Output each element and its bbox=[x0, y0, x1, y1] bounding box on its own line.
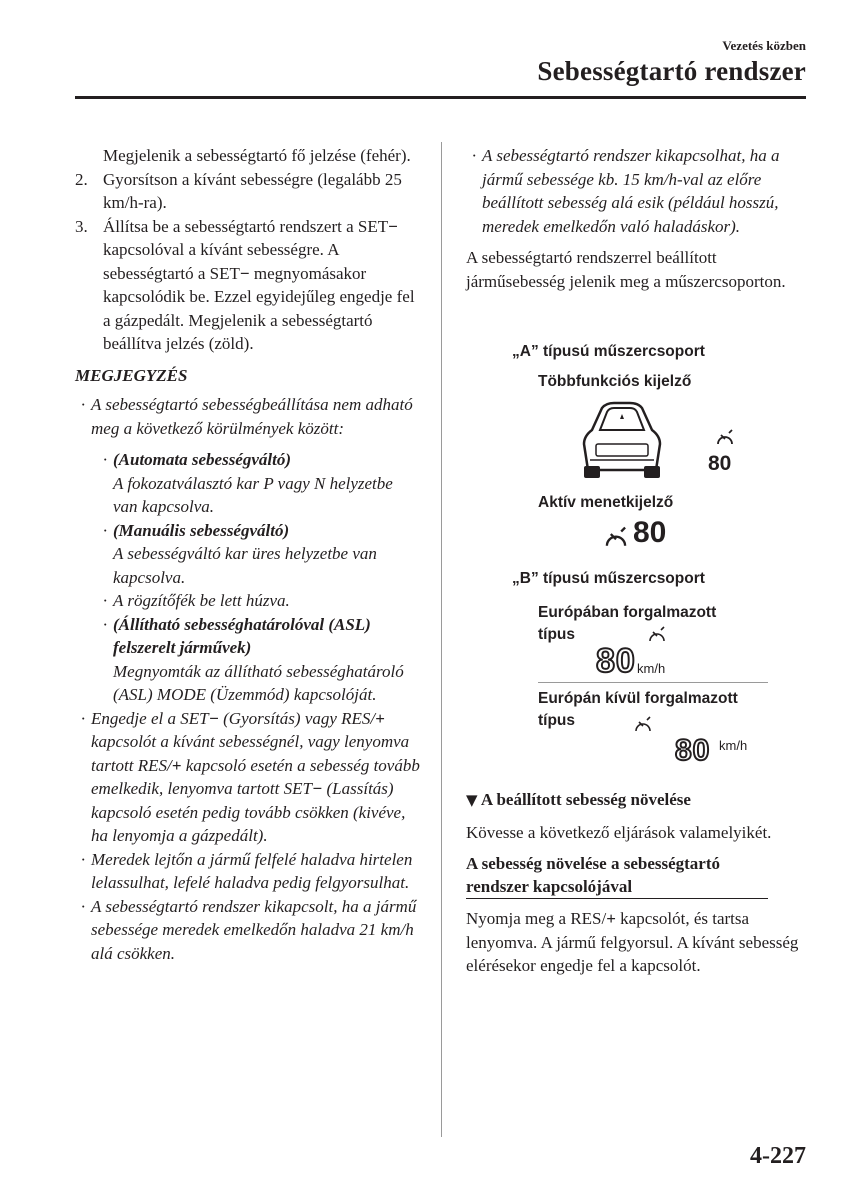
step-3: 3. Állítsa be a sebességtartó rendszert a SET− kapcsolóval a kívánt sebességre. A sebességtartó a SET− megnyomásakor kapcsolódik be. Ezzel egyidejűleg engedje fel a gázpedált. Megjelenik a sebességtartó beállítva jelzés (zöld). bbox=[75, 216, 415, 353]
condition-item: · (Automata sebességváltó) A fokozatválasztó kar P vagy N helyzetbe van kapcsolva. bbox=[102, 450, 393, 516]
plus-symbol: + bbox=[375, 708, 385, 728]
note-bullet: · A sebességtartó sebességbeállítása nem adható meg a következő körülmények között: bbox=[80, 395, 413, 438]
multi-display-label: Többfunkciós kijelző bbox=[538, 373, 692, 390]
left-column bbox=[75, 144, 420, 965]
header-rule bbox=[75, 96, 806, 99]
step-2: 2. Gyorsítson a kívánt sebességre (legalább 25 km/h-ra). bbox=[75, 169, 402, 212]
page-title: Sebességtartó rendszer bbox=[537, 56, 806, 86]
page-number: 4-227 bbox=[750, 1143, 806, 1169]
section-name: Vezetés közben bbox=[722, 38, 806, 53]
non-eu-type-label: Európán kívül forgalmazott típus bbox=[538, 690, 738, 729]
speed-readout-a: 80 bbox=[708, 452, 732, 475]
conditions-list bbox=[75, 448, 420, 707]
minus-symbol: − bbox=[208, 708, 219, 728]
condition-item: · A rögzítőfék be lett húzva. bbox=[102, 591, 290, 610]
step1-continuation: Megjelenik a sebességtartó fő jelzése (fehér). bbox=[103, 146, 411, 165]
paragraph: Kövesse a következő eljárások valamelyikét. bbox=[466, 822, 772, 842]
segment-speed-non-eu: 80 bbox=[675, 734, 711, 767]
cruise-icon bbox=[647, 626, 667, 644]
segment-speed-eu: 80 bbox=[596, 642, 636, 680]
unit-eu: km/h bbox=[637, 661, 666, 676]
minus-symbol: − bbox=[388, 216, 398, 236]
note-heading: MEGJEGYZÉS bbox=[75, 365, 188, 385]
plus-symbol: + bbox=[606, 909, 616, 928]
speed-readout-active: 80 bbox=[633, 516, 667, 549]
figure-divider bbox=[538, 682, 768, 683]
type-a-label: „A” típusú műszercsoport bbox=[512, 343, 705, 360]
minus-symbol: − bbox=[311, 779, 323, 798]
minus-symbol: − bbox=[239, 263, 250, 283]
note-bullet: · Meredek lejtőn a jármű felfelé haladva hirtelen lelassulhat, lefelé haladva pedig felgyorsulhat. bbox=[80, 849, 413, 892]
cluster-figure bbox=[466, 338, 796, 773]
plus-symbol: + bbox=[171, 755, 182, 775]
condition-item: · (Állítható sebességhatárolóval (ASL) felszerelt járművek) Megnyomták az állítható sebességhatároló (ASL) MODE (Üzemmód) kapcsolóját. bbox=[102, 614, 404, 704]
condition-item: · (Manuális sebességváltó) A sebességváltó kar üres helyzetbe van kapcsolva. bbox=[102, 520, 377, 587]
car-rear-icon bbox=[574, 400, 670, 482]
subsection-heading: A sebesség növelése a sebességtartó rendszer kapcsolójával bbox=[466, 852, 768, 899]
active-display-label: Aktív menetkijelző bbox=[538, 494, 674, 511]
right-column-lower bbox=[466, 788, 806, 978]
type-b-label: „B” típusú műszercsoport bbox=[512, 570, 705, 587]
unit-non-eu: km/h bbox=[719, 738, 748, 753]
section-heading: ▼ A beállított sebesség növelése bbox=[466, 790, 691, 809]
paragraph: Nyomja meg a RES/+ kapcsolót, és tartsa lenyomva. A jármű felgyorsul. A kívánt sebesség elérésekor engedje fel a kapcsolót. bbox=[466, 909, 799, 975]
cruise-icon bbox=[633, 716, 653, 734]
note-bullet: · A sebességtartó rendszer kikapcsolhat, ha a jármű sebessége kb. 15 km/h-val az előre beállított sebesség alá esik (például hosszú, meredek emelkedőn való haladáskor). bbox=[471, 146, 780, 236]
right-column bbox=[466, 144, 806, 293]
cruise-icon bbox=[603, 526, 629, 550]
paragraph: A sebességtartó rendszerrel beállított járműsebesség jelenik meg a műszercsoporton. bbox=[466, 248, 786, 291]
cruise-icon bbox=[715, 429, 735, 447]
triangle-icon: ▼ bbox=[466, 791, 478, 809]
note-bullet: · A sebességtartó rendszer kikapcsolt, ha a jármű sebessége meredek emelkedőn haladva 21 km/h alá csökken. bbox=[80, 896, 417, 963]
column-divider bbox=[441, 142, 442, 1137]
note-bullet: · Engedje el a SET− (Gyorsítás) vagy RES/+ kapcsolót a kívánt sebességnél, vagy lenyomva tartott RES/+ kapcsoló esetén a sebesség tovább emelkedik, lenyomva tartott SET− (Lassítás) kapcsoló esetén pedig tovább csökken (kivéve, ha lenyomja a gázpedált). bbox=[80, 708, 420, 845]
eu-type-label: Európában forgalmazott típus bbox=[538, 604, 717, 643]
